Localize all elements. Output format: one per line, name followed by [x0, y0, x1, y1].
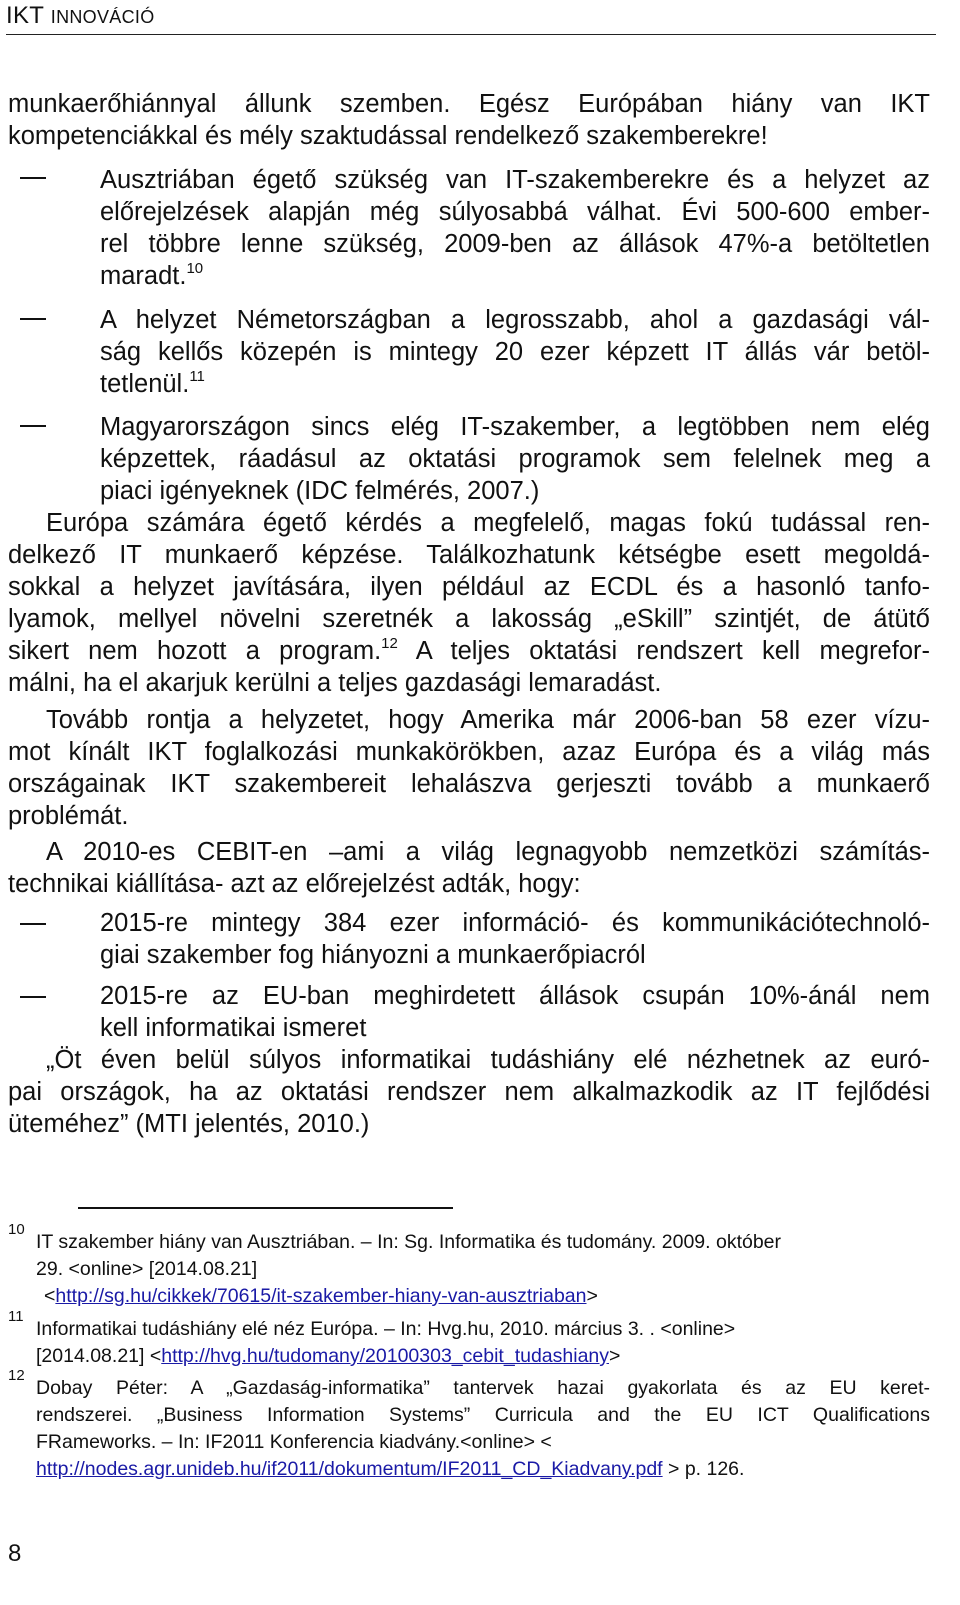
bullet-dash: [20, 996, 46, 998]
footnote-11-line: Informatikai tudáshiány elé néz Európa. – In: Hvg.hu, 2010. március 3. . <online>: [36, 1318, 736, 1340]
footnote-10-line: 29. <online> [2014.08.21]: [36, 1258, 258, 1280]
footnote-number-10: 10: [8, 1221, 25, 1238]
paragraph-line: technikai kiállítása- azt az előrejelzést adták, hogy:: [8, 870, 581, 898]
paragraph-line: sokkal a helyzet javítására, ilyen például az ECDL és a hasonló tanfo-: [8, 573, 930, 601]
bullet-line: rel többre lenne szükség, 2009-ben az állások 47%-a betöltetlen: [100, 230, 930, 258]
bullet-line: 2015-re mintegy 384 ezer információ- és kommunikációtechnoló-: [100, 909, 930, 937]
footnote-number-12: 12: [8, 1367, 25, 1384]
bullet-line: 2015-re az EU-ban meghirdetett állások csupán 10%-ánál nem: [100, 982, 930, 1010]
paragraph-line: problémát.: [8, 802, 129, 830]
footnote-11-link[interactable]: http://hvg.hu/tudomany/20100303_cebit_tudashiany: [161, 1345, 610, 1367]
footnote-12-line: Dobay Péter: A „Gazdaság-informatika” tantervek hazai gyakorlata és az EU keret-: [36, 1377, 930, 1399]
bullet-line: [100, 261, 930, 296]
quote-line: „Öt éven belül súlyos informatikai tudáshiány elé nézhetnek az euró-: [46, 1046, 930, 1074]
bullet-line: Magyarországon sincs elég IT-szakember, a legtöbben nem elég: [100, 413, 930, 441]
footnote-text: > p. 126.: [662, 1458, 745, 1480]
footnote-ref-11[interactable]: 11: [189, 368, 205, 385]
paragraph-line: delkező IT munkaerő képzése. Találkozhatunk kétségbe esett megoldá-: [8, 541, 930, 569]
footnote-text: [2014.08.21] <: [36, 1345, 162, 1367]
footnote-12-line: rendszerei. „Business Information Systems” Curricula and the EU ICT Qualifications: [36, 1404, 930, 1426]
bullet-dash: [20, 177, 46, 179]
footnote-text: <: [44, 1285, 56, 1307]
footnote-text: >: [609, 1345, 621, 1367]
bullet-line: giai szakember fog hiányozni a munkaerőpiacról: [100, 941, 646, 969]
paragraph-line: kompetenciákkal és mély szaktudással rendelkező szakemberekre!: [8, 122, 768, 150]
bullet-line: ság kellős közepén is mintegy 20 ezer képzett IT állás vár betöl-: [100, 338, 930, 366]
bullet-line: piaci igényeknek (IDC felmérés, 2007.): [100, 477, 540, 505]
footnote-10-line: IT szakember hiány van Ausztriában. – In: Sg. Informatika és tudomány. 2009. október: [36, 1231, 782, 1253]
bullet-line: kell informatikai ismeret: [100, 1014, 367, 1042]
bullet-dash: [20, 318, 46, 320]
bullet-line: A helyzet Németországban a legrosszabb, ahol a gazdasági vál-: [100, 306, 930, 334]
page-number: 8: [8, 1540, 22, 1567]
footnote-separator: [78, 1207, 453, 1209]
quote-line: pai országok, ha az oktatási rendszer nem alkalmazkodik az IT fejlődési: [8, 1078, 930, 1106]
paragraph-line: országainak IKT szakembereit lehalászva gerjeszti tovább a munkaerő: [8, 770, 930, 798]
bullet-line: Ausztriában égető szükség van IT-szakemberekre és a helyzet az: [100, 166, 930, 194]
paragraph-line: málni, ha el akarjuk kerülni a teljes gazdasági lemaradást.: [8, 669, 662, 697]
footnote-12-link[interactable]: http://nodes.agr.unideb.hu/if2011/dokumentum/IF2011_CD_Kiadvany.pdf: [36, 1458, 663, 1480]
paragraph-line: A 2010-es CEBIT-en –ami a világ legnagyobb nemzetközi számítás-: [46, 838, 930, 866]
header-title-first: IKT: [6, 2, 44, 29]
paragraph-line: munkaerőhiánnyal állunk szemben. Egész Európában hiány van IKT: [8, 90, 930, 118]
quote-line: üteméhez” (MTI jelentés, 2010.): [8, 1110, 370, 1138]
bullet-line: [100, 369, 930, 404]
bullet-text: maradt.: [100, 262, 187, 290]
footnote-number-11: 11: [8, 1308, 24, 1325]
bullet-line: előrejelzések alapján még súlyosabbá válhat. Évi 500-600 ember-: [100, 198, 930, 226]
paragraph-text: A teljes oktatási rendszert kell megrefor-: [397, 637, 930, 665]
bullet-line: képzettek, ráadásul az oktatási programok sem felelnek meg a: [100, 445, 930, 473]
bullet-dash: [20, 923, 46, 925]
paragraph-line: lyamok, mellyel növelni szeretnék a lakosság „eSkill” szintjét, de átütő: [8, 605, 930, 633]
running-header: [6, 0, 936, 35]
header-title-rest: INNOVÁCIÓ: [50, 7, 155, 27]
bullet-text: tetlenül.: [100, 370, 190, 398]
footnote-10-link[interactable]: http://sg.hu/cikkek/70615/it-szakember-hiany-van-ausztriaban: [55, 1285, 587, 1307]
footnote-10-line: [44, 1283, 598, 1309]
footnote-text: >: [586, 1285, 598, 1307]
bullet-dash: [20, 425, 46, 427]
paragraph-text: sikert nem hozott a program.: [8, 637, 382, 665]
paragraph-line: [8, 636, 930, 671]
footnote-ref-10[interactable]: 10: [186, 260, 204, 277]
footnote-11-line: [36, 1343, 620, 1369]
header-title: [6, 2, 155, 30]
paragraph-line: Európa számára égető kérdés a megfelelő, magas fokú tudással ren-: [46, 509, 930, 537]
paragraph-line: Tovább rontja a helyzetet, hogy Amerika már 2006-ban 58 ezer vízu-: [46, 706, 930, 734]
footnote-12-line: FRameworks. – In: IF2011 Konferencia kiadvány.<online> <: [36, 1431, 552, 1453]
footnote-ref-12[interactable]: 12: [381, 635, 398, 652]
footnote-12-line: [36, 1456, 744, 1482]
paragraph-line: mot kínált IKT foglalkozási munkakörökben, azaz Európa és a világ más: [8, 738, 930, 766]
